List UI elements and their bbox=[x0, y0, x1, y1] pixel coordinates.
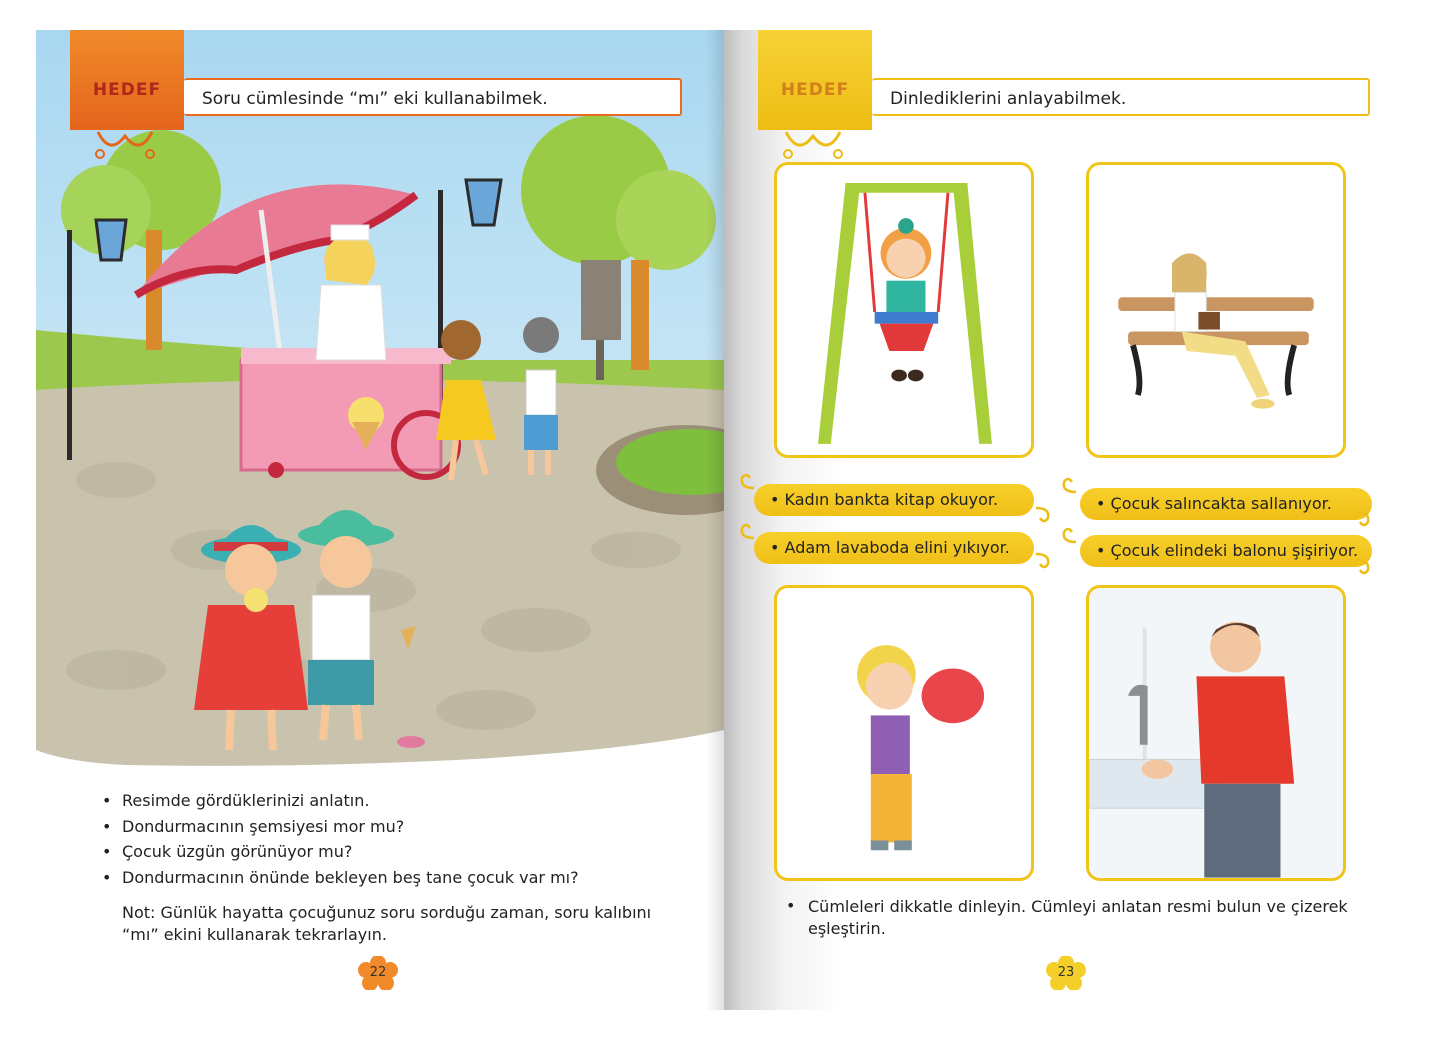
curl-ornament-icon bbox=[1352, 556, 1374, 578]
list-item: • Çocuk üzgün görünüyor mu? bbox=[98, 839, 579, 865]
curl-ornament-icon bbox=[1058, 474, 1080, 496]
page-number: 23 bbox=[1057, 965, 1075, 980]
page-number-badge bbox=[358, 956, 398, 990]
boy-with-balloon-picture bbox=[777, 588, 1031, 878]
question-list bbox=[98, 788, 579, 890]
curl-ornament-icon bbox=[1352, 508, 1374, 530]
parent-note: Not: Günlük hayatta çocuğunuz soru sorduğu zaman, soru kalıbını “mı” ekini kullanarak tekrarlayın. bbox=[122, 903, 652, 944]
hedef-tag bbox=[758, 30, 872, 130]
picture-card-bench[interactable] bbox=[1086, 162, 1346, 458]
sentence-pill[interactable]: • Adam lavaboda elini yıkıyor. bbox=[754, 532, 1034, 564]
bullet-icon: • bbox=[786, 896, 796, 915]
hedef-label: HEDEF bbox=[780, 80, 850, 100]
instruction-text: Cümleleri dikkatle dinleyin. Cümleyi anlatan resmi bulun ve çizerek eşleştirin. bbox=[808, 897, 1348, 938]
list-item: • Dondurmacının şemsiyesi mor mu? bbox=[98, 814, 579, 840]
swirl-ornament-icon bbox=[90, 126, 160, 166]
curl-ornament-icon bbox=[1058, 524, 1080, 546]
curl-ornament-icon bbox=[736, 470, 758, 492]
left-page bbox=[36, 30, 724, 1010]
sentence-pill[interactable]: • Çocuk elindeki balonu şişiriyor. bbox=[1080, 535, 1372, 567]
goal-box: Soru cümlesinde “mı” eki kullanabilmek. bbox=[184, 78, 682, 116]
curl-ornament-icon bbox=[1032, 504, 1054, 526]
hedef-tag bbox=[70, 30, 184, 130]
page-number: 22 bbox=[369, 965, 387, 980]
list-item: • Dondurmacının önünde bekleyen beş tane çocuk var mı? bbox=[98, 865, 579, 891]
picture-card-swing[interactable] bbox=[774, 162, 1034, 458]
woman-on-bench-picture bbox=[1089, 165, 1343, 455]
sentence-pill[interactable]: • Çocuk salıncakta sallanıyor. bbox=[1080, 488, 1372, 520]
list-item: • Resimde gördüklerinizi anlatın. bbox=[98, 788, 579, 814]
page-number-badge bbox=[1046, 956, 1086, 990]
right-page bbox=[724, 30, 1409, 1010]
picture-card-sink[interactable] bbox=[1086, 585, 1346, 881]
girl-on-swing-picture bbox=[777, 165, 1031, 455]
curl-ornament-icon bbox=[736, 520, 758, 542]
swirl-ornament-icon bbox=[778, 126, 848, 166]
hedef-label: HEDEF bbox=[92, 80, 162, 100]
goal-box: Dinlediklerini anlayabilmek. bbox=[872, 78, 1370, 116]
man-washing-hands-picture bbox=[1089, 588, 1343, 878]
curl-ornament-icon bbox=[1032, 550, 1054, 572]
picture-card-balloon[interactable] bbox=[774, 585, 1034, 881]
sentence-pill[interactable]: • Kadın bankta kitap okuyor. bbox=[754, 484, 1034, 516]
